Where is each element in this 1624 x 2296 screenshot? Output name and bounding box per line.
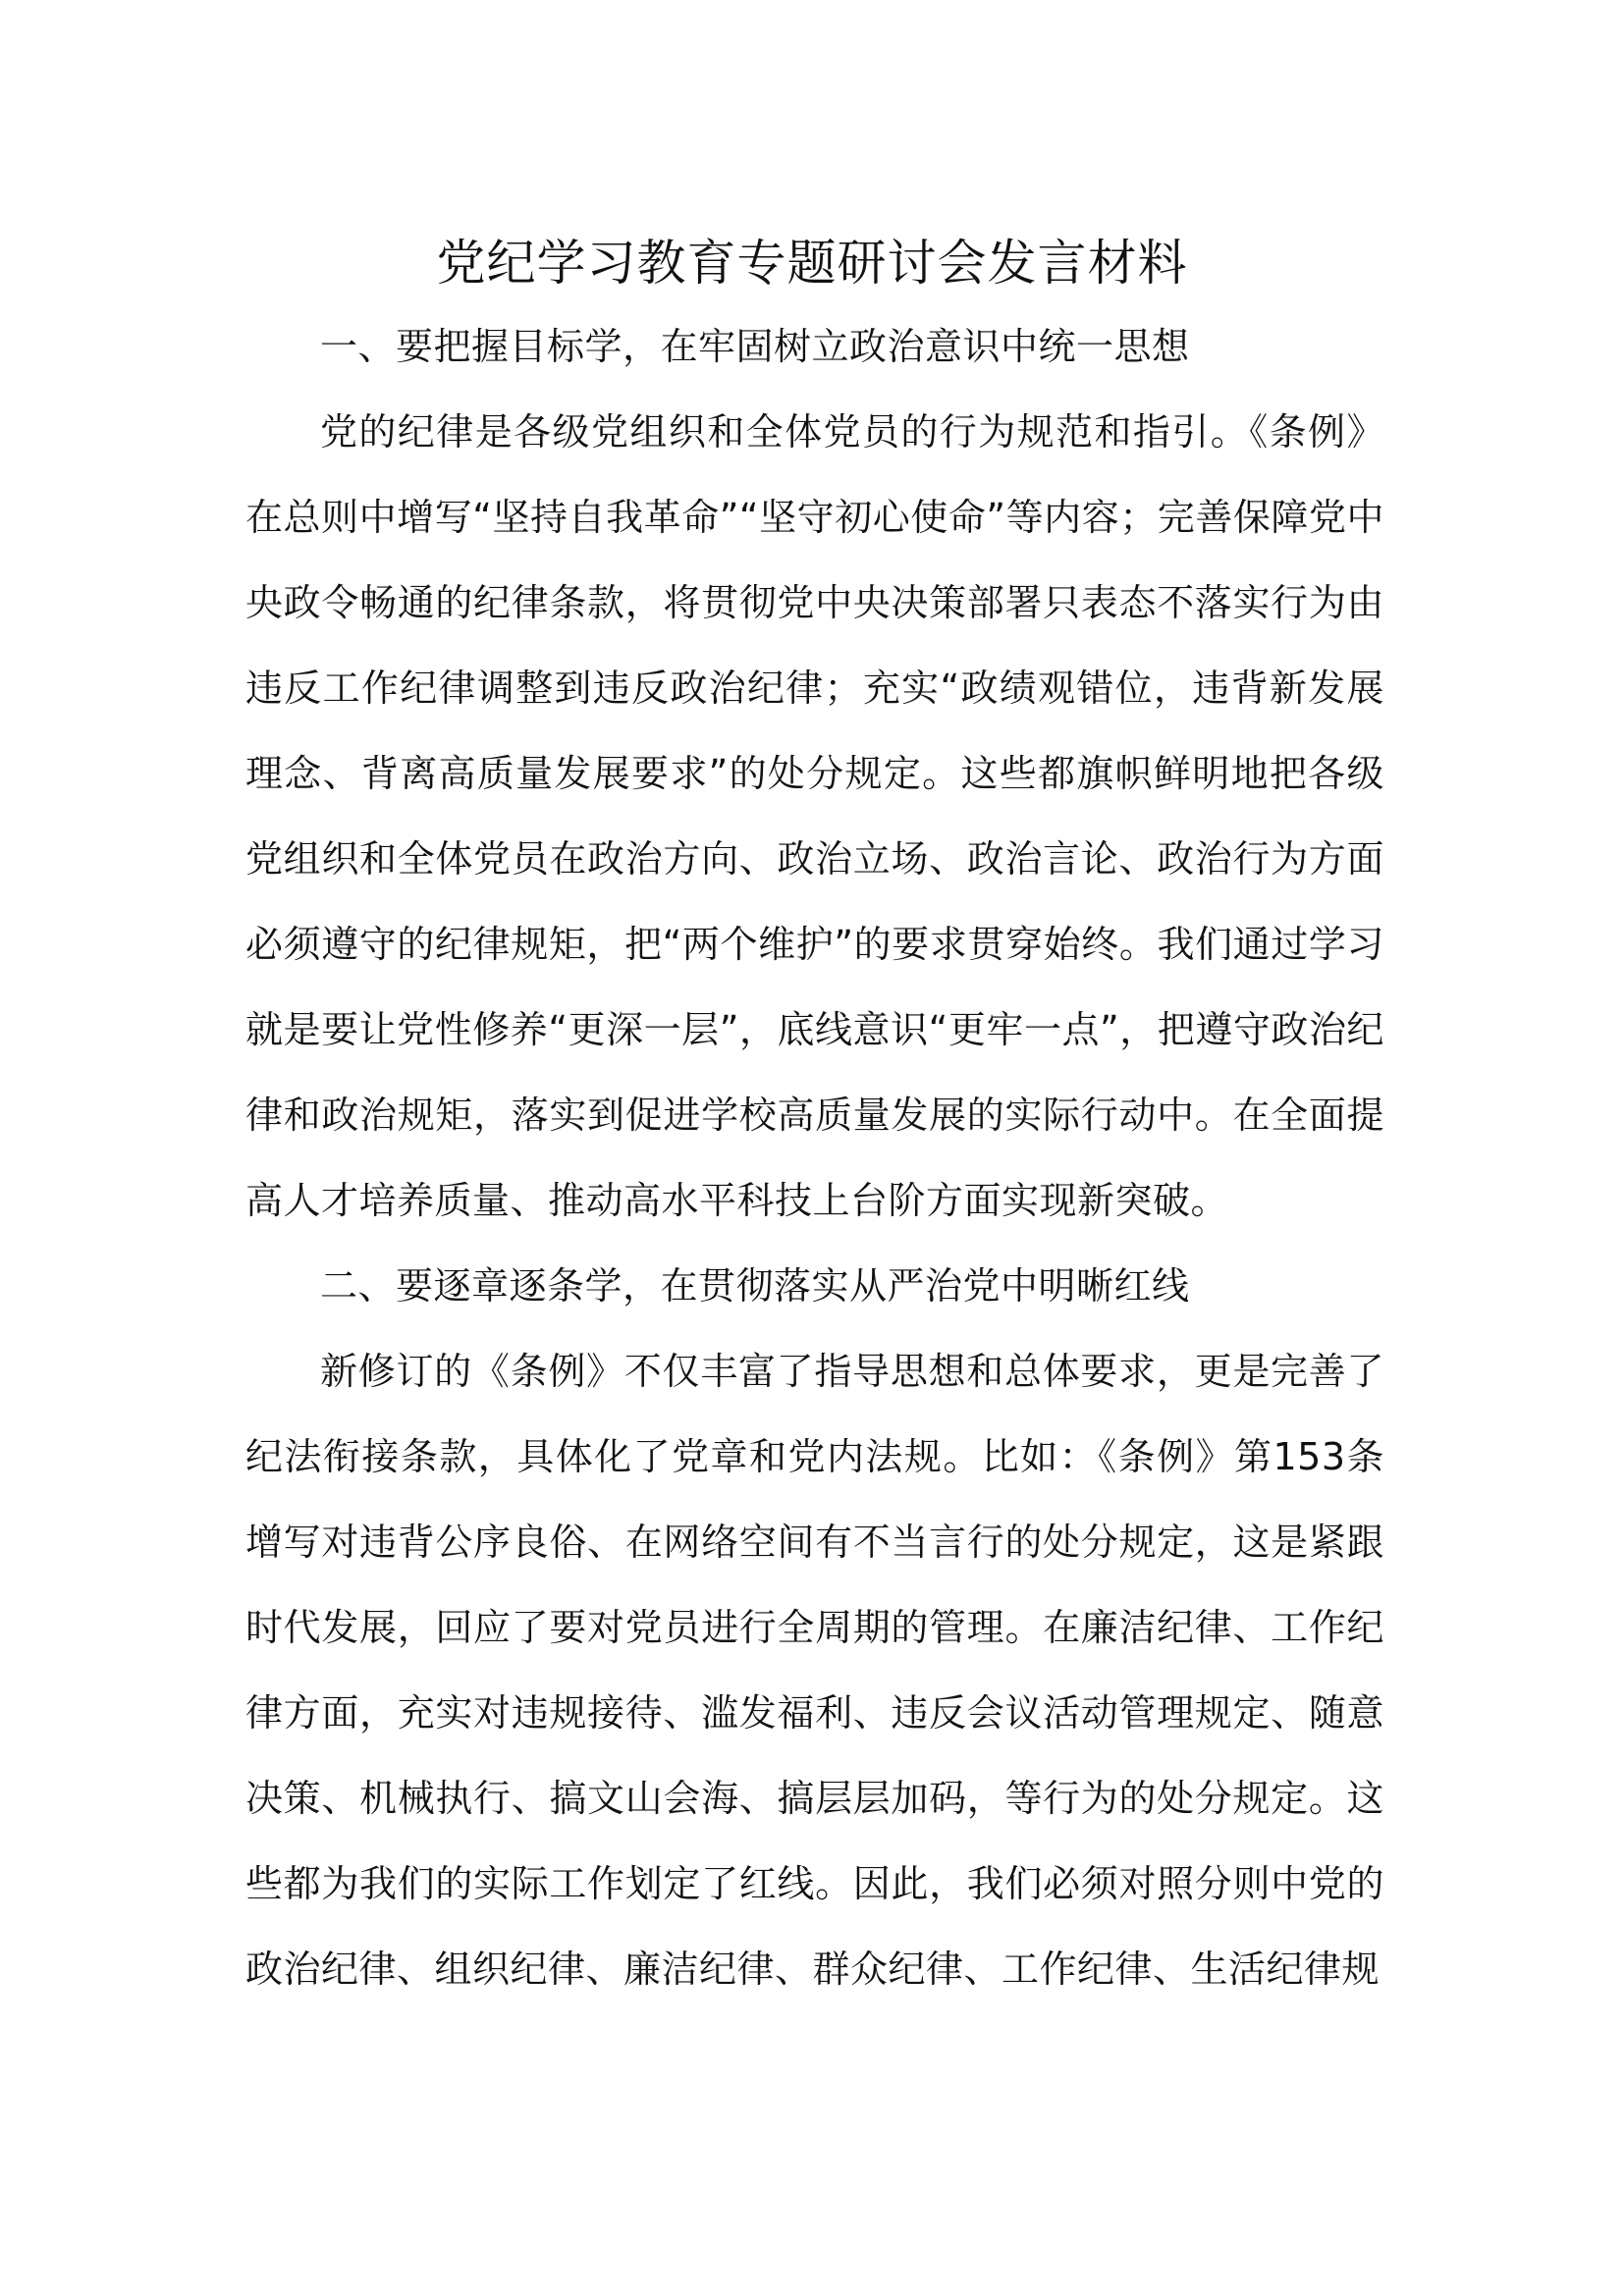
section-paragraph-1: 党的纪律是各级党组织和全体党员的行为规范和指引。《条例》在总则中增写“坚持自我革命”“坚守初心使命”等内容；完善保障党中央政令畅通的纪律条款，将贯彻党中央决策部署只表态不落实行为由违反工作纪律调整到违反政治纪律；充实“政绩观错位，违背新发展理念、背离高质量发展要求”的处分规定。这些都旗帜鲜明地把各级党组织和全体党员在政治方向、政治立场、政治言论、政治行为方面必须遵守的纪律规矩，把“两个维护”的要求贯穿始终。我们通过学习就是要让党性修养“更深一层”，底线意识“更牢一点”，把遵守政治纪律和政治规矩，落实到促进学校高质量发展的实际行动中。在全面提高人才培养质量、推动高水平科技上台阶方面实现新突破。 [245,410,1384,1222]
document-body [245,304,1384,2012]
section-heading-1: 一、要把握目标学，在牢固树立政治意识中统一思想 [320,325,1190,368]
document-title: 党纪学习教育专题研讨会发言材料 [436,235,1188,292]
section-paragraph-2: 新修订的《条例》不仅丰富了指导思想和总体要求，更是完善了纪法衔接条款，具体化了党章和党内法规。比如：《条例》第153条增写对违背公序良俗、在网络空间有不当言行的处分规定，这是紧跟时代发展，回应了要对党员进行全周期的管理。在廉洁纪律、工作纪律方面，充实对违规接待、滥发福利、违反会议活动管理规定、随意决策、机械执行、搞文山会海、搞层层加码，等行为的处分规定。这些都为我们的实际工作划定了红线。因此，我们必须对照分则中党的政治纪律、组织纪律、廉洁纪律、群众纪律、工作纪律、生活纪律规 [245,1350,1384,1991]
section-heading-2: 二、要逐章逐条学，在贯彻落实从严治党中明晰红线 [320,1264,1190,1308]
